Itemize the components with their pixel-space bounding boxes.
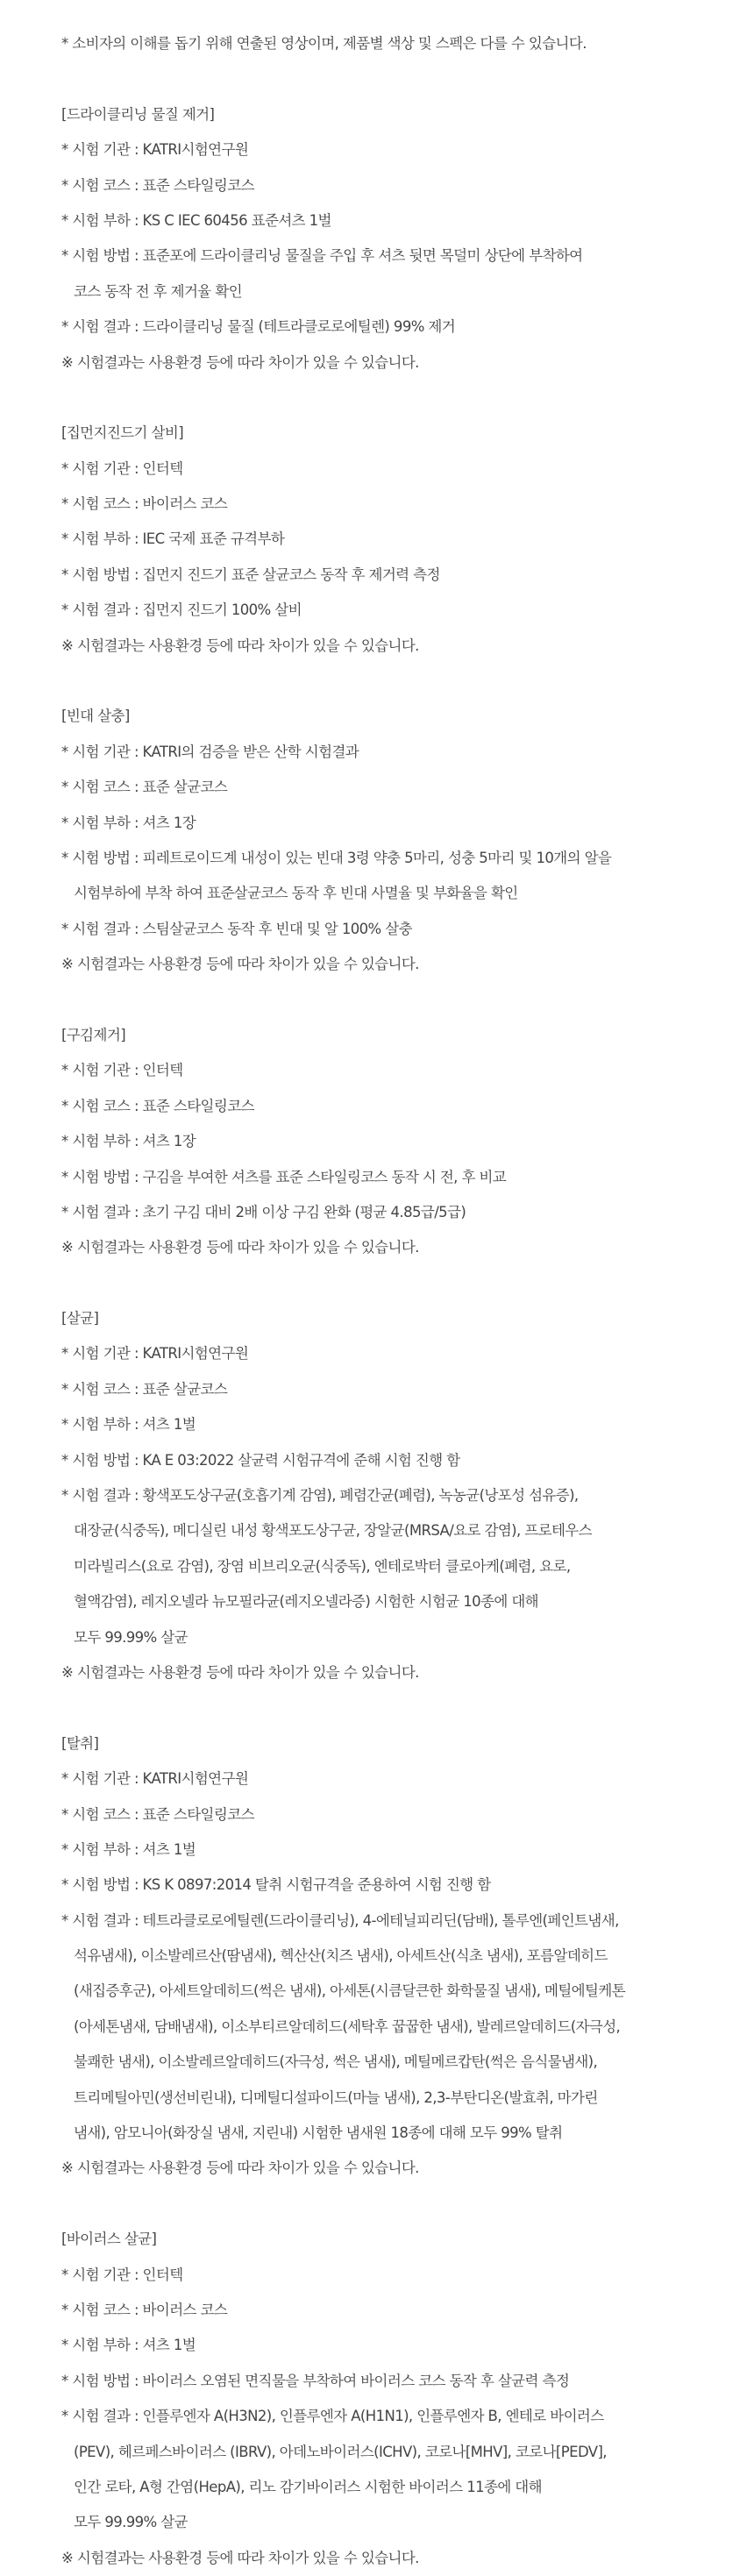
- result-note: ※ 시험결과는 사용환경 등에 따라 차이가 있을 수 있습니다.: [61, 956, 419, 973]
- detail-continuation: (아세톤냄새, 담배냄새), 이소부티르알데히드(세탁후 꿉꿉한 냄새), 발레르알데히드(자극성,: [74, 2017, 621, 2035]
- section-spacer: [61, 1690, 693, 1726]
- detail-line: * 시험 코스 : 바이러스 코스: [61, 2302, 228, 2318]
- detail-line: * 시험 부하 : 셔츠 1벌: [61, 1840, 196, 1858]
- detail-line: * 시험 부하 : KS C IEC 60456 표준셔츠 1벌: [61, 211, 331, 229]
- section-title: [바이러스 살균]: [61, 2231, 157, 2248]
- detail-line: * 시험 코스 : 표준 스타일링코스: [61, 176, 254, 194]
- detail-line: * 시험 기관 : 인터텍: [61, 1062, 183, 1079]
- detail-continuation: 트리메틸아민(생선비린내), 디메틸디설파이드(마늘 냄새), 2,3-부탄디온(발효취, 마가린: [74, 2089, 598, 2106]
- detail-line: * 시험 방법 : 구김을 부여한 셔츠를 표준 스타일링코스 동작 시 전, 후 비교: [61, 1168, 507, 1185]
- detail-line: * 시험 부하 : 셔츠 1벌: [61, 2337, 196, 2354]
- detail-continuation: 시험부하에 부착 하여 표준살균코스 동작 후 빈대 사멸율 및 부화율을 확인: [74, 885, 518, 902]
- detail-continuation: 혈액감염), 레지오넬라 뉴모필라균(레지오넬라증) 시험한 시험균 10종에 대해: [74, 1593, 538, 1611]
- detail-line: * 시험 방법 : KS K 0897:2014 탈취 시험규격을 준용하여 시험 진행 함: [61, 1876, 491, 1894]
- section-title: [살균]: [61, 1310, 99, 1327]
- detail-continuation: 코스 동작 전 후 제거율 확인: [74, 282, 242, 300]
- section-spacer: [61, 664, 693, 699]
- detail-continuation: 모두 99.99% 살균: [74, 2514, 188, 2531]
- result-note: ※ 시험결과는 사용환경 등에 따라 차이가 있을 수 있습니다.: [61, 2549, 419, 2566]
- detail-continuation: 대장균(식중독), 메디실린 내성 황색포도상구균, 장알균(MRSA/요로 감염), 프로테우스: [74, 1522, 592, 1540]
- section-title: [탈취]: [61, 1734, 99, 1752]
- section-title: [구김제거]: [61, 1026, 126, 1043]
- detail-line: * 시험 결과 : 초기 구김 대비 2배 이상 구김 완화 (평균 4.85급/5급): [61, 1203, 466, 1220]
- section-title: [드라이클리닝 물질 제거]: [61, 105, 215, 123]
- intro-notice: * 소비자의 이해를 돕기 위해 연출된 영상이며, 제품별 색상 및 스펙은 다를 수 있습니다.: [61, 35, 587, 52]
- detail-line: * 시험 방법 : 바이러스 오염된 면직물을 부착하여 바이러스 코스 동작 후 살균력 측정: [61, 2372, 570, 2389]
- section-title: [빈대 살충]: [61, 708, 130, 725]
- detail-line: * 시험 코스 : 바이러스 코스: [61, 495, 228, 513]
- detail-line: * 시험 코스 : 표준 살균코스: [61, 1380, 228, 1398]
- section-spacer: [61, 1266, 693, 1301]
- detail-line: * 시험 결과 : 인플루엔자 A(H3N2), 인플루엔자 A(H1N1), 인플루엔자 B, 엔테로 바이러스: [61, 2408, 604, 2425]
- detail-line: * 시험 부하 : 셔츠 1벌: [61, 1416, 196, 1434]
- detail-line: * 시험 결과 : 황색포도상구균(호흡기계 감염), 폐렴간균(폐렴), 녹농균(낭포성 섬유증),: [61, 1487, 579, 1505]
- detail-line: * 시험 방법 : 표준포에 드라이클리닝 물질을 주입 후 셔츠 뒷면 목덜미 상단에 부착하여: [61, 247, 583, 265]
- section-spacer: [61, 381, 693, 416]
- detail-line: * 시험 코스 : 표준 스타일링코스: [61, 1805, 254, 1823]
- detail-continuation: (새집증후군), 아세트알데히드(썩은 냄새), 아세톤(시큼달큰한 화학물질 냄새), 메틸에틸케톤: [74, 1982, 626, 2000]
- detail-line: * 시험 기관 : KATRI시험연구원: [61, 1345, 249, 1363]
- detail-line: * 시험 부하 : 셔츠 1장: [61, 1133, 196, 1150]
- detail-continuation: 불쾌한 냄새), 이소발레르알데히드(자극성, 썩은 냄새), 메틸메르캅탄(썩은 음식물냄새),: [74, 2053, 598, 2071]
- test-sections: [61, 61, 693, 2576]
- detail-line: * 시험 결과 : 드라이클리닝 물질 (테트라클로로에틸렌) 99% 제거: [61, 318, 456, 336]
- detail-continuation: 냄새), 암모니아(화장실 냄새, 지린내) 시험한 냄새원 18종에 대해 모두 99% 탈취: [74, 2124, 563, 2142]
- detail-line: * 시험 방법 : 집먼지 진드기 표준 살균코스 동작 후 제거력 측정: [61, 566, 440, 583]
- result-note: ※ 시험결과는 사용환경 등에 따라 차이가 있을 수 있습니다.: [61, 353, 419, 371]
- result-note: ※ 시험결과는 사용환경 등에 따라 차이가 있을 수 있습니다.: [61, 1239, 419, 1256]
- detail-line: * 시험 기관 : KATRI시험연구원: [61, 141, 249, 159]
- detail-line: * 시험 코스 : 표준 살균코스: [61, 779, 228, 796]
- detail-line: * 시험 방법 : KA E 03:2022 살균력 시험규격에 준해 시험 진행 함: [61, 1451, 460, 1469]
- section-spacer: [61, 2187, 693, 2222]
- detail-line: * 시험 결과 : 집먼지 진드기 100% 살비: [61, 601, 302, 619]
- detail-line: * 시험 부하 : IEC 국제 표준 규격부하: [61, 530, 285, 548]
- detail-line: * 시험 기관 : KATRI시험연구원: [61, 1770, 249, 1788]
- detail-line: * 시험 결과 : 스팀살균코스 동작 후 빈대 및 알 100% 살충: [61, 920, 412, 937]
- detail-continuation: 석유냄새), 이소발레르산(땀냄새), 헥산산(치즈 냄새), 아세트산(식초 냄새), 포름알데히드: [74, 1947, 608, 1965]
- detail-line: * 시험 기관 : 인터텍: [61, 2266, 183, 2283]
- result-note: ※ 시험결과는 사용환경 등에 따라 차이가 있을 수 있습니다.: [61, 1663, 419, 1681]
- detail-continuation: 미라빌리스(요로 감염), 장염 비브리오균(식중독), 엔테로박터 클로아케(폐렴, 요로,: [74, 1557, 571, 1575]
- detail-line: * 시험 기관 : 인터텍: [61, 459, 183, 477]
- detail-line: * 시험 방법 : 피레트로이드계 내성이 있는 빈대 3령 약충 5마리, 성충 5마리 및 10개의 알을: [61, 849, 612, 866]
- section-spacer: [61, 983, 693, 1018]
- detail-line: * 시험 부하 : 셔츠 1장: [61, 814, 196, 831]
- detail-continuation: 모두 99.99% 살균: [74, 1628, 188, 1646]
- detail-continuation: (PEV), 헤르페스바이러스 (IBRV), 아데노바이러스(ICHV), 코로나[MHV], 코로나[PEDV],: [74, 2443, 607, 2460]
- detail-line: * 시험 결과 : 테트라클로로에틸렌(드라이클리닝), 4-에테닐피리딘(담배), 톨루엔(페인트냄새,: [61, 1911, 619, 1929]
- section-spacer: [61, 61, 693, 96]
- detail-line: * 시험 코스 : 표준 스타일링코스: [61, 1097, 254, 1114]
- detail-line: * 시험 기관 : KATRI의 검증을 받은 산학 시험결과: [61, 743, 359, 760]
- detail-continuation: 인간 로타, A형 간염(HepA), 리노 감기바이러스 시험한 바이러스 11종에 대해: [74, 2478, 542, 2495]
- result-note: ※ 시험결과는 사용환경 등에 따라 차이가 있을 수 있습니다.: [61, 2160, 419, 2177]
- section-title: [집먼지진드기 살비]: [61, 424, 184, 442]
- result-note: ※ 시험결과는 사용환경 등에 따라 차이가 있을 수 있습니다.: [61, 637, 419, 654]
